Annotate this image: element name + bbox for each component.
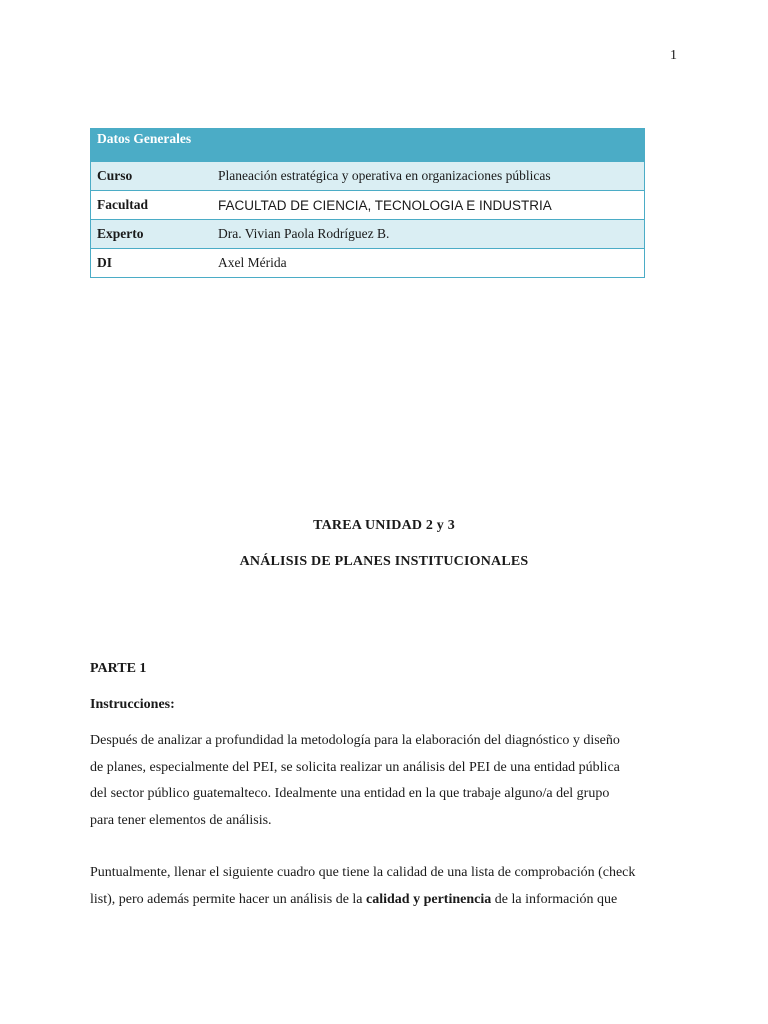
paragraph-2-emphasis: calidad y pertinencia: [366, 891, 492, 907]
page-number: 1: [670, 48, 677, 63]
paragraph-2-line-1: Puntualmente, llenar el siguiente cuadro que tiene la calidad de una lista de comprobación (check: [90, 865, 636, 880]
general-data-table: [90, 128, 645, 278]
paragraph-2-line-2-before: list), pero además permite hacer un análisis de la: [90, 891, 367, 907]
instructions-label: Instrucciones:: [90, 697, 175, 712]
task-title: TAREA UNIDAD 2 y 3: [313, 518, 455, 533]
table-row-experto: [91, 220, 645, 249]
table-row-di: [91, 249, 645, 278]
instructions-paragraph-2: [90, 860, 690, 913]
row-value-di: Axel Mérida: [212, 249, 645, 278]
row-value-experto: Dra. Vivian Paola Rodríguez B.: [212, 220, 645, 249]
paragraph-1-line-1: Después de analizar a profundidad la metodología para la elaboración del diagnóstico y diseño: [90, 733, 620, 748]
row-label-facultad: Facultad: [91, 191, 213, 220]
row-value-curso: Planeación estratégica y operativa en organizaciones públicas: [212, 162, 645, 191]
paragraph-1-line-4: para tener elementos de análisis.: [90, 813, 272, 829]
row-label-curso: Curso: [91, 162, 213, 191]
row-label-di: DI: [91, 249, 213, 278]
row-label-experto: Experto: [91, 220, 213, 249]
general-data-header: Datos Generales: [91, 129, 645, 162]
instructions-paragraph-1: [90, 728, 690, 835]
part-title: PARTE 1: [90, 661, 147, 676]
paragraph-1-line-2: de planes, especialmente del PEI, se solicita realizar un análisis del PEI de una entidad pública: [90, 759, 620, 775]
paragraph-2-line-2-after: de la información que: [491, 891, 618, 907]
task-subtitle: ANÁLISIS DE PLANES INSTITUCIONALES: [239, 554, 529, 569]
row-value-facultad: FACULTAD DE CIENCIA, TECNOLOGIA E INDUSTRIA: [212, 191, 645, 220]
table-row-facultad: [91, 191, 645, 220]
paragraph-1-line-3: del sector público guatemalteco. Idealmente una entidad en la que trabaje alguno/a del grupo: [90, 786, 610, 802]
table-row-curso: [91, 162, 645, 191]
paragraph-2-line-2: [90, 887, 690, 914]
